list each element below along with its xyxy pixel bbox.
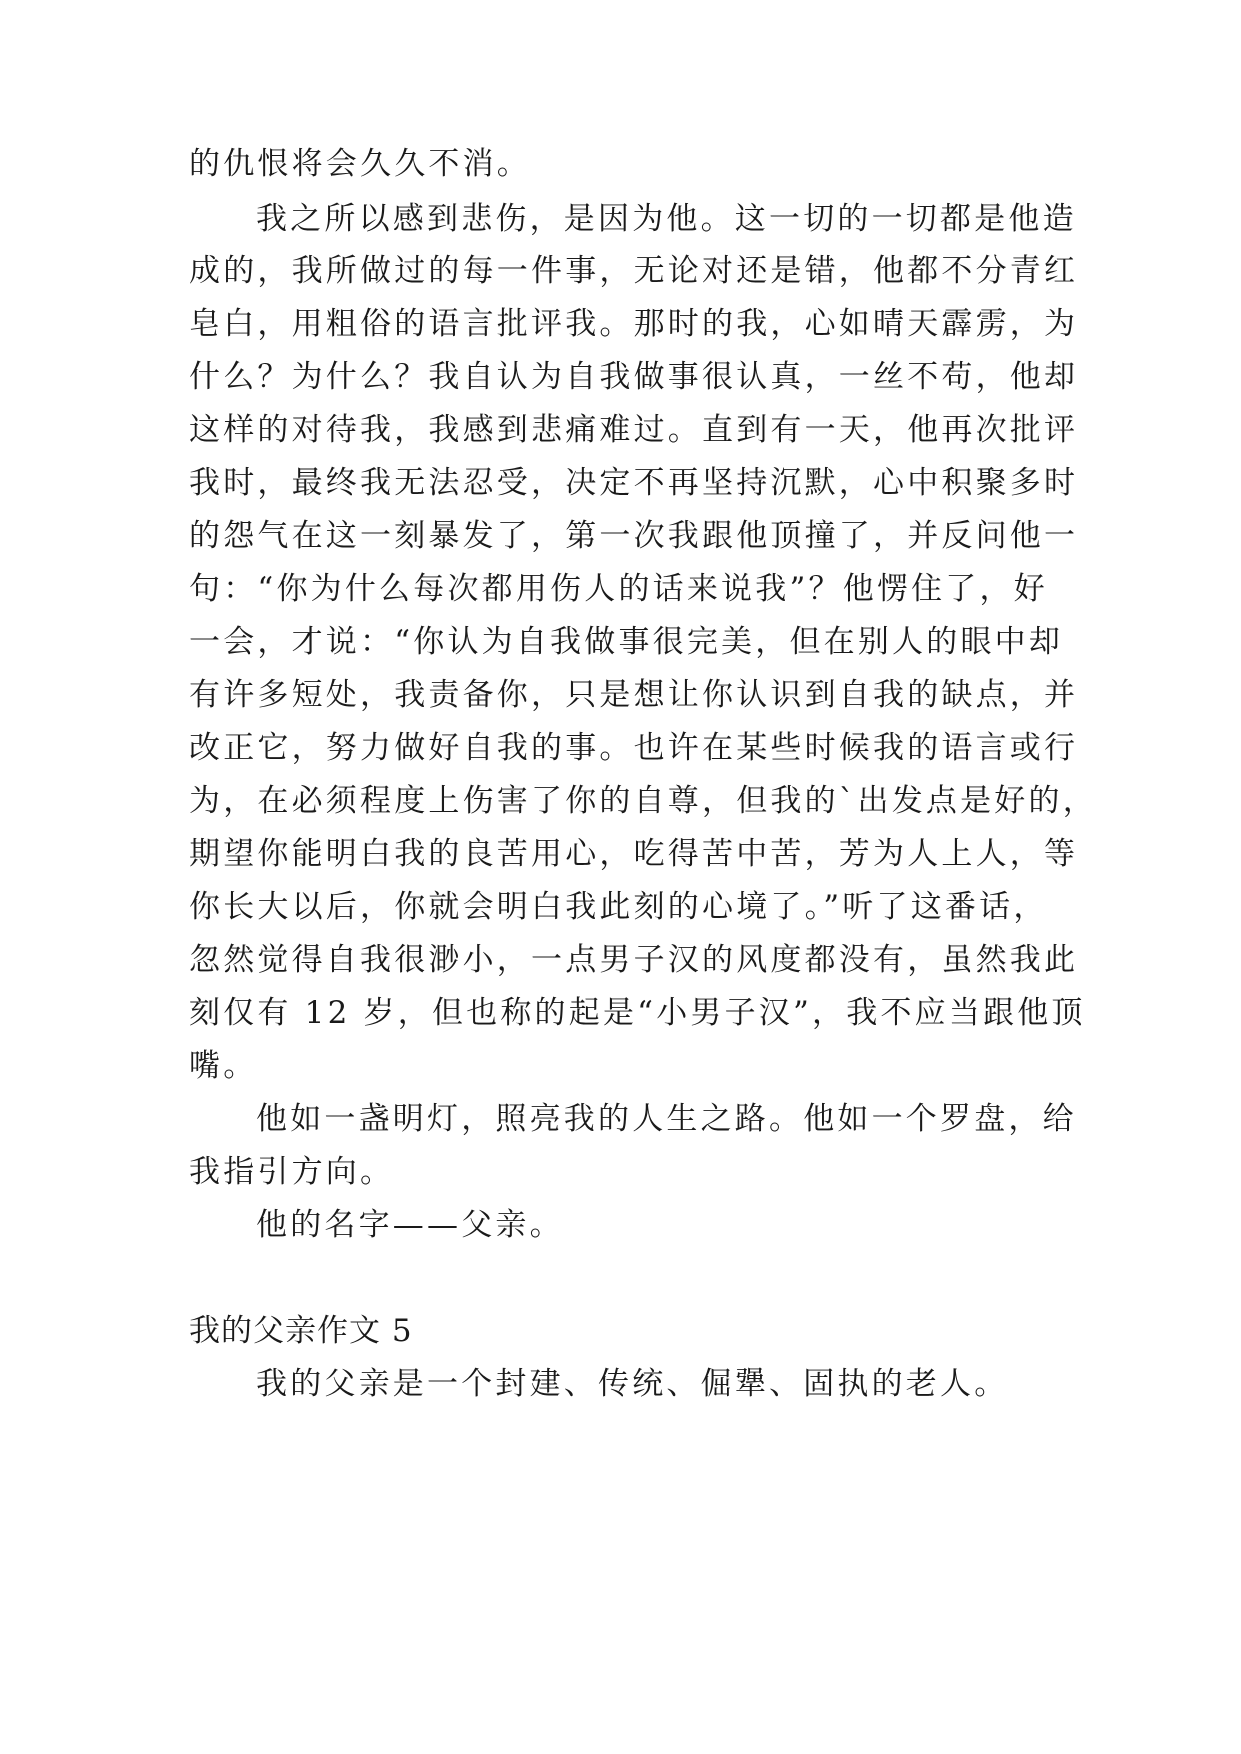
text-line: 皂白，用粗俗的语言批评我。那时的我，心如晴天霹雳，为 xyxy=(189,306,1079,342)
text-line: 什么？为什么？我自认为自我做事很认真，一丝不苟，他却 xyxy=(189,359,1079,395)
text-line: 我之所以感到悲伤，是因为他。这一切的一切都是他造 xyxy=(256,201,1077,237)
text-line: 为，在必须程度上伤害了你的自尊，但我的`出发点是好的， xyxy=(189,783,1097,819)
section-title: 我的父亲作文 5 xyxy=(189,1313,413,1349)
text-line: 我的父亲是一个封建、传统、倔犟、固执的老人。 xyxy=(256,1366,1009,1402)
text-line: 刻仅有 12 岁，但也称的起是“小男子汉”，我不应当跟他顶 xyxy=(189,995,1086,1031)
text-line: 的仇恨将会久久不消。 xyxy=(189,146,531,182)
text-line: 句：“你为什么每次都用伤人的话来说我”？他愣住了，好 xyxy=(189,571,1048,607)
text-line: 他的名字——父亲。 xyxy=(256,1207,564,1243)
text-line: 我时，最终我无法忍受，决定不再坚持沉默，心中积聚多时 xyxy=(189,465,1079,501)
text-line: 忽然觉得自我很渺小，一点男子汉的风度都没有，虽然我此 xyxy=(189,942,1079,978)
text-line: 有许多短处，我责备你，只是想让你认识到自我的缺点，并 xyxy=(189,677,1079,713)
text-line: 改正它，努力做好自我的事。也许在某些时候我的语言或行 xyxy=(189,730,1079,766)
text-line: 你长大以后，你就会明白我此刻的心境了。”听了这番话， xyxy=(189,889,1048,925)
text-line: 期望你能明白我的良苦用心，吃得苦中苦，芳为人上人，等 xyxy=(189,836,1079,872)
text-line: 他如一盏明灯，照亮我的人生之路。他如一个罗盘，给 xyxy=(256,1101,1077,1137)
text-line: 嘴。 xyxy=(189,1048,258,1084)
text-line: 成的，我所做过的每一件事，无论对还是错，他都不分青红 xyxy=(189,253,1079,289)
text-line: 这样的对待我，我感到悲痛难过。直到有一天，他再次批评 xyxy=(189,412,1079,448)
text-line: 一会，才说：“你认为自我做事很完美，但在别人的眼中却 xyxy=(189,624,1064,660)
text-line: 我指引方向。 xyxy=(189,1154,395,1190)
text-line: 的怨气在这一刻暴发了，第一次我跟他顶撞了，并反问他一 xyxy=(189,518,1079,554)
